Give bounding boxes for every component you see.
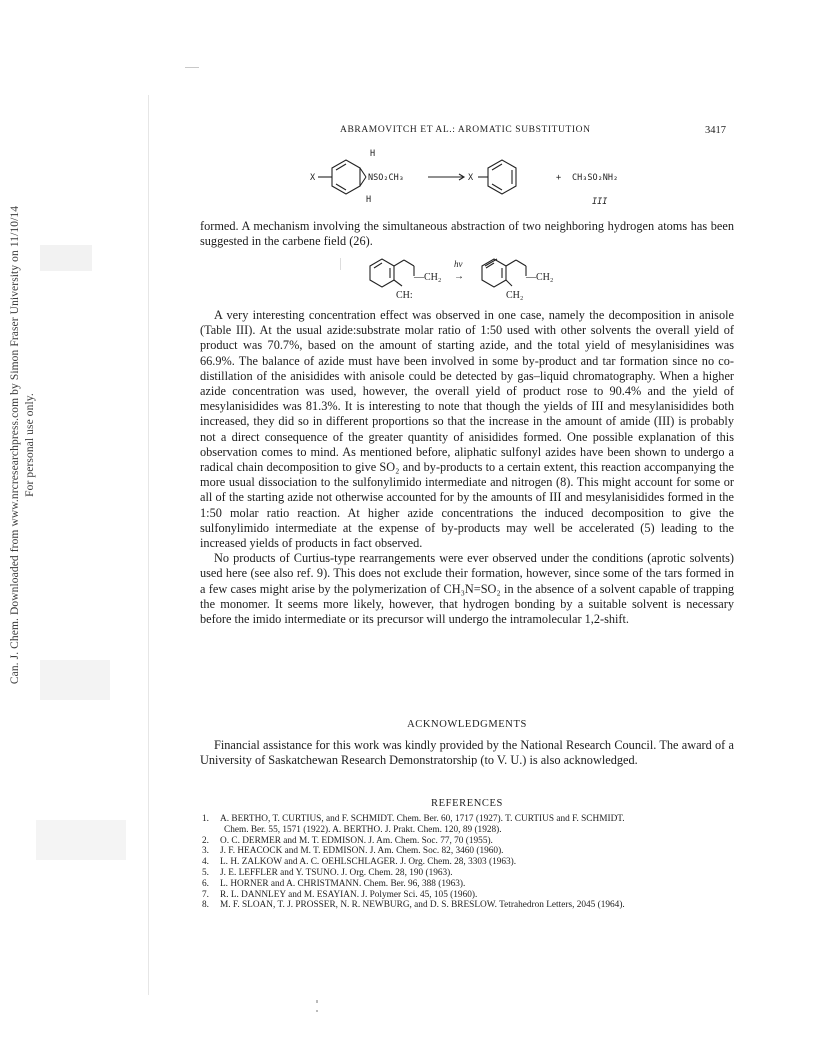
ch2-ring-right: CH₂ [506,290,524,300]
paragraph-2: A very interesting concentration effect was observed in one case, namely the decomposition in anisole (Table III). At the usual azide:substrate molar ratio of 1:50 used with other solvents the overall yield of product was 70.7%, based on the amount of starting azide, and the total yield of mesylanisidines was 66.9%. The balance of azide must have been involved in some by-product and tar formation since no co-distillation of the anisidides with anisole could be detected by gas–liquid chromatography. When a higher azide concentration was used, however, the overall yield of product rose to 90.4% and the yield of mesylanisidides was 81.3%. It is interesting to note that though the yields of III and mesylanisidides both increased, they did so in different proportions so that the increase in the amount of amide (III) is probably not a direct consequence of the greater quantity of anisidides formed. One possible explanation of this observation comes to mind. As mentioned before, aliphatic sulfonyl azides have been shown to undergo a radical chain decomposition to give SO₂ and by-products to a certain extent, this reaction accompanying the more usual dissociation to the sulfonylimido intermediate and nitrogen (8). This might account for some or all of the starting azide not otherwise accounted for by the amounts of III and mesylanisidides formed in the 1:50 molar ratio reaction. At higher azide concentrations the induced decomposition to give the sulfonylimido intermediate at the expense of by-products may well be accelerated (5) leading to the increased yields of products in fact observed. [200,308,734,551]
acknowledgments-heading: ACKNOWLEDGMENTS [407,719,527,730]
reference-item: 8. M. F. SLOAN, T. J. PROSSER, N. R. NEWBURG, and D. S. BRESLOW. Tetrahedron Letters, 2045 (1964). [202,900,625,911]
ch2-left: —CH₂ [414,272,442,283]
x-substituent-left: X [310,173,316,183]
margin-rule [148,95,149,995]
reference-item: 2. O. C. DERMER and M. T. EDMISON. J. Am. Chem. Soc. 77, 70 (1955). [202,835,493,846]
plus-sign: + [556,173,562,183]
references-heading: REFERENCES [431,798,503,809]
running-head: ABRAMOVITCH ET AL.: AROMATIC SUBSTITUTION [340,125,591,135]
h-bottom: H [366,195,372,205]
ch2-right: —CH₂ [526,272,554,283]
body-text [200,219,734,249]
paragraph-3: No products of Curtius-type rearrangements were ever observed under the conditions (aprotic solvents) used here (see also ref. 9). This does not exclude their formation, however, since some of the tars formed in a few cases might arise by the polymerization of CH₃N=SO₂ in the absence of a solvent capable of trapping the monomer. It seems more likely, however, that hydrogen bonding by a suitable solvent is necessary before the imido intermediate or its precursor will undergo the intramolecular 1,2-shift. [200,551,734,627]
page-number: 3417 [705,125,726,136]
reaction-scheme-1 [300,148,630,216]
methanesulfonamide: CH₃SO₂NH₂ [572,173,619,183]
ch-carbene: CH: [396,290,413,300]
reference-item: 1. A. BERTHO, T. CURTIUS, and F. SCHMIDT. Chem. Ber. 60, 1717 (1927). T. CURTIUS and F. SCHMIDT. Chem. Ber. 55, 1571 (1922). A. BERTHO. J. Prakt. Chem. 120, 89 (1928). [202,814,625,835]
download-notice-line1: Can. J. Chem. Downloaded from www.nrcresearchpress.com by Simon Fraser University on 11/10/14 [9,205,21,685]
download-notice-line2: For personal use only. [24,393,36,497]
compound-label-iii: III [592,197,608,207]
reference-item: 7. R. L. DANNLEY and M. ESAYIAN. J. Polymer Sci. 45, 105 (1960). [202,889,478,900]
hv-label: hν [454,259,463,269]
reference-item: 4. L. H. ZALKOW and A. C. OEHLSCHLAGER. J. Org. Chem. 28, 3303 (1963). [202,857,517,868]
reaction-scheme-2 [366,254,576,300]
x-substituent-right: X [468,173,474,183]
acknowledgments-text: Financial assistance for this work was kindly provided by the National Research Council. The award of a University of Saskatchewan Research Demonstratorship (to V. U.) is also acknowledged. [200,738,734,768]
photo-arrow: → [454,271,464,282]
h-top: H [370,149,376,159]
download-notice [8,185,48,705]
reference-item: 6. L. HORNER and A. CHRISTMANN. Chem. Ber. 96, 388 (1963). [202,878,466,889]
paragraph-1: formed. A mechanism involving the simultaneous abstraction of two neighboring hydrogen atoms has been suggested in the carbene field (26). [200,219,734,249]
reference-list [202,814,742,911]
reference-item: 5. J. E. LEFFLER and Y. TSUNO. J. Org. Chem. 28, 190 (1963). [202,867,453,878]
body-text-main [200,308,734,627]
nso2ch3-group: NSO₂CH₃ [368,173,404,183]
reference-item: 3. J. F. HEACOCK and M. T. EDMISON. J. Am. Chem. Soc. 82, 3460 (1960). [202,846,504,857]
azepine-ring [332,160,360,194]
